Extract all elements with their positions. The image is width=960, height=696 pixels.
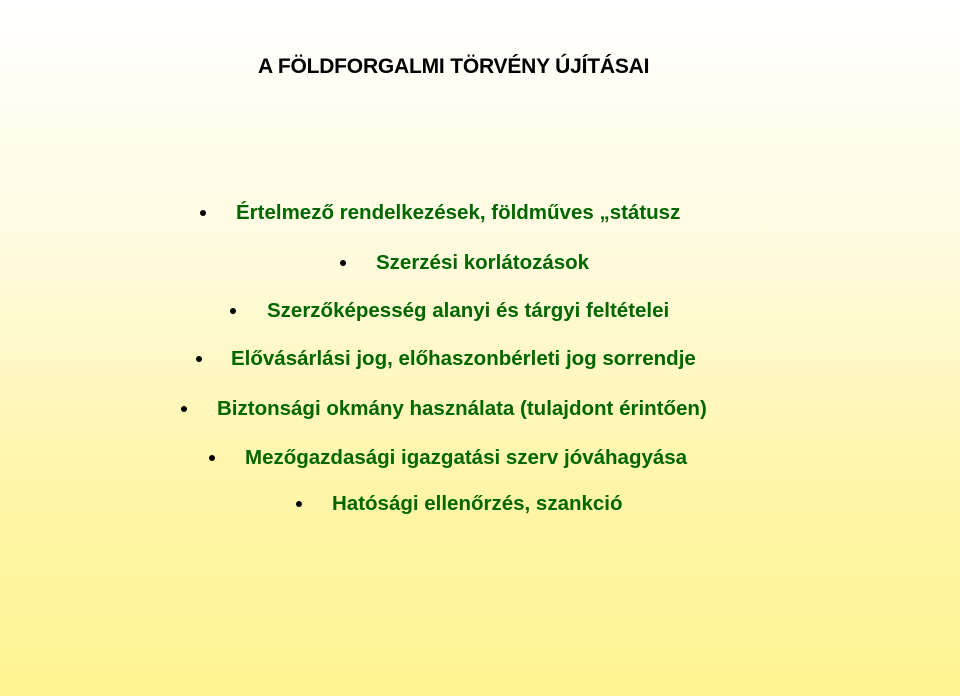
- bullet-dot-icon: [200, 210, 206, 216]
- bullet-text: Biztonsági okmány használata (tulajdont érintően): [217, 397, 707, 420]
- bullet-text: Elővásárlási jog, előhaszonbérleti jog sorrendje: [231, 347, 696, 370]
- bullet-dot-icon: [340, 260, 346, 266]
- bullet-text: Mezőgazdasági igazgatási szerv jóváhagyása: [245, 446, 688, 469]
- bullet-dot-icon: [196, 356, 202, 362]
- bullet-text: Értelmező rendelkezések, földműves „státusz: [236, 201, 681, 224]
- bullet-dot-icon: [181, 406, 187, 412]
- bullet-dot-icon: [209, 455, 215, 461]
- bullet-dot-icon: [296, 501, 302, 507]
- bullet-dot-icon: [230, 308, 236, 314]
- bullet-text: Hatósági ellenőrzés, szankció: [332, 492, 623, 515]
- bullet-text: Szerzési korlátozások: [376, 251, 590, 274]
- bullet-text: Szerzőképesség alanyi és tárgyi feltételei: [267, 299, 670, 322]
- slide-title: A FÖLDFORGALMI TÖRVÉNY ÚJÍTÁSAI: [258, 55, 650, 78]
